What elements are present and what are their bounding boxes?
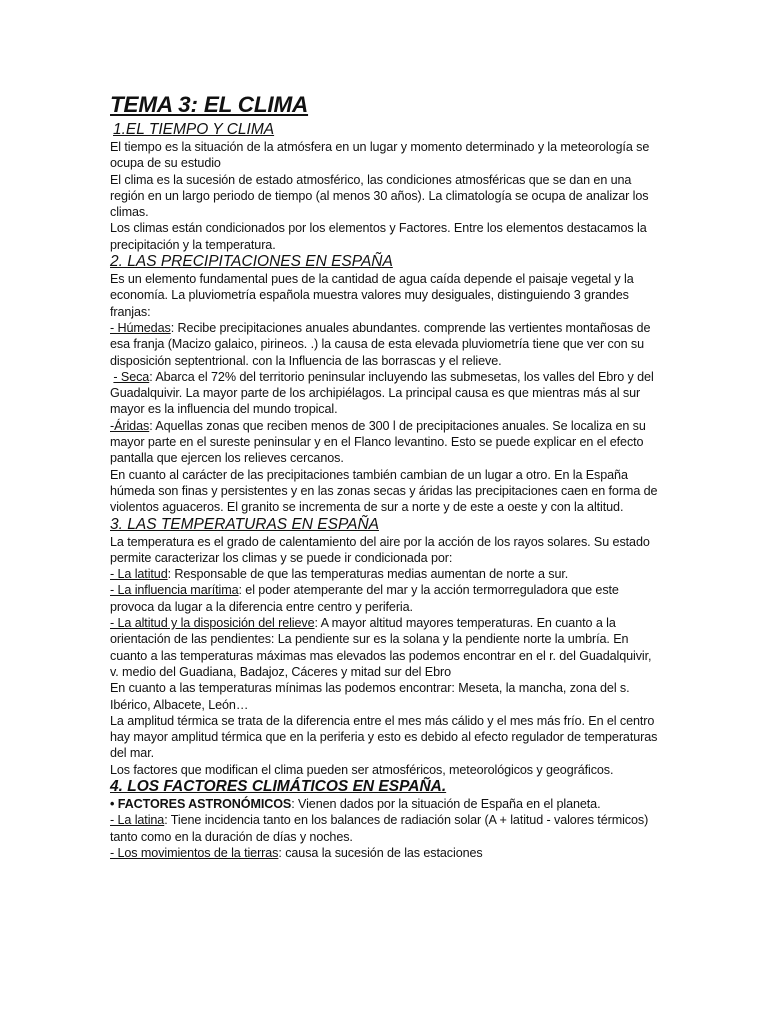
s3-paragraph-factores: Los factores que modifican el clima pueden ser atmosféricos, meteorológicos y geográficos. <box>110 762 614 777</box>
s2-item-humedas <box>110 320 658 369</box>
s3-item-maritima <box>110 582 658 615</box>
s1-paragraph-tiempo: El tiempo es la situación de la atmósfera en un lugar y momento determinado y la meteorología se ocupa de su estudio <box>110 140 650 171</box>
aridas-label: -Áridas <box>110 418 150 433</box>
s2-paragraph-caracter: En cuanto al carácter de las precipitaciones también cambian de un lugar a otro. En la España húmeda son finas y persistentes y en las zonas secas y áridas las precipitaciones caen en forma de violentos aguaceros. El granito se incrementa de sur a norte y de este a oeste y con la altitud. <box>110 467 658 515</box>
s4-item-astronomicos <box>110 796 658 812</box>
s3-paragraph-minimas: En cuanto a las temperaturas mínimas las podemos encontrar: Meseta, la mancha, zona del s. Ibérico, Albacete, León… <box>110 681 630 712</box>
latina-label: - La latina <box>110 813 165 828</box>
astronomicos-label: • FACTORES ASTRONÓMICOS <box>110 796 292 811</box>
section-2-heading: 2. LAS PRECIPITACIONES EN ESPAÑA <box>110 253 393 271</box>
latitud-label: - La latitud <box>110 567 168 582</box>
latitud-text: : Responsable de que las temperaturas medias aumentan de norte a sur. <box>167 567 569 582</box>
seca-label: - Seca <box>113 369 150 384</box>
section-1-heading: 1.EL TIEMPO Y CLIMA <box>113 121 275 138</box>
document-title: TEMA 3: EL CLIMA <box>110 92 309 117</box>
maritima-label: - La influencia marítima <box>110 583 239 598</box>
movimientos-label: - Los movimientos de la tierras <box>110 845 279 860</box>
s1-paragraph-clima: El clima es la sucesión de estado atmosférico, las condiciones atmosféricas que se dan en una región en un largo periodo de tiempo (al menos 30 años). La climatología se ocupa de analizar los climas. <box>110 172 649 220</box>
s3-paragraph-intro: La temperatura es el grado de calentamiento del aire por la acción de los rayos solares. Su estado permite caracterizar los climas y se puede ir condicionada por: <box>110 534 650 565</box>
s2-item-aridas <box>110 418 658 467</box>
section-4-heading: 4. LOS FACTORES CLIMÁTICOS EN ESPAÑA. <box>110 777 447 795</box>
humedas-label: - Húmedas <box>110 320 171 335</box>
latina-text: : Tiene incidencia tanto en los balances de radiación solar (A + latitud - valores térmicos) tanto como en la duración de días y noches. <box>110 813 649 844</box>
s1-paragraph-elementos: Los climas están condicionados por los elementos y Factores. Entre los elementos destacamos la precipitación y la temperatura. <box>110 221 647 252</box>
maritima-text: : el poder atemperante del mar y la acción termorreguladora que este provoca da lugar a la diferencia entre centro y periferia. <box>110 583 619 614</box>
s2-item-seca <box>110 369 658 418</box>
aridas-text: : Aquellas zonas que reciben menos de 300 l de precipitaciones anuales. Se localiza en su mayor parte en el sureste peninsular y en el Flanco levantino. Esto se puede explicar en el efecto pantalla que ejercen los relieves cercanos. <box>110 418 646 466</box>
altitud-text: : A mayor altitud mayores temperaturas. En cuanto a la orientación de las pendientes: La pendiente sur es la solana y la pendiente norte la umbría. En cuanto a las temperaturas máximas mas elevados las podemos encontrar en el r. del Guadalquivir, v. medio del Guadiana, Badajoz, Cáceres y mitad sur del Ebro <box>110 616 652 679</box>
s4-item-latina <box>110 812 658 845</box>
humedas-text: : Recibe precipitaciones anuales abundantes. comprende las vertientes montañosas de esa franja (Macizo galaico, pirineos. .) la causa de esta elevada pluviometría tiene que ver con su disposición septentrional. con la Influencia de las borrascas y el relieve. <box>110 320 651 368</box>
astronomicos-text: : Vienen dados por la situación de España en el planeta. <box>291 796 601 811</box>
seca-text: : Abarca el 72% del territorio peninsular incluyendo las submesetas, los valles del Ebro y del Guadalquivir. La mayor parte de los archipiélagos. La principal causa es que mientras más al sur mayor es la influencia del mundo tropical. <box>110 369 654 417</box>
s3-item-altitud <box>110 615 658 680</box>
section-3-heading: 3. LAS TEMPERATURAS EN ESPAÑA <box>110 515 380 533</box>
movimientos-text: : causa la sucesión de las estaciones <box>278 845 483 860</box>
s3-paragraph-amplitud: La amplitud térmica se trata de la diferencia entre el mes más cálido y el mes más frío. En el centro hay mayor amplitud térmica que en la periferia y esto es debido al efecto regulador de temperaturas del mar. <box>110 713 658 761</box>
altitud-label: - La altitud y la disposición del relieve <box>110 616 315 631</box>
s3-item-latitud <box>110 566 658 582</box>
s2-paragraph-intro: Es un elemento fundamental pues de la cantidad de agua caída depende el paisaje vegetal y la economía. La pluviometría española muestra valores muy desiguales, distinguiendo 3 grandes franjas: <box>110 272 634 319</box>
s4-item-movimientos <box>110 845 658 861</box>
